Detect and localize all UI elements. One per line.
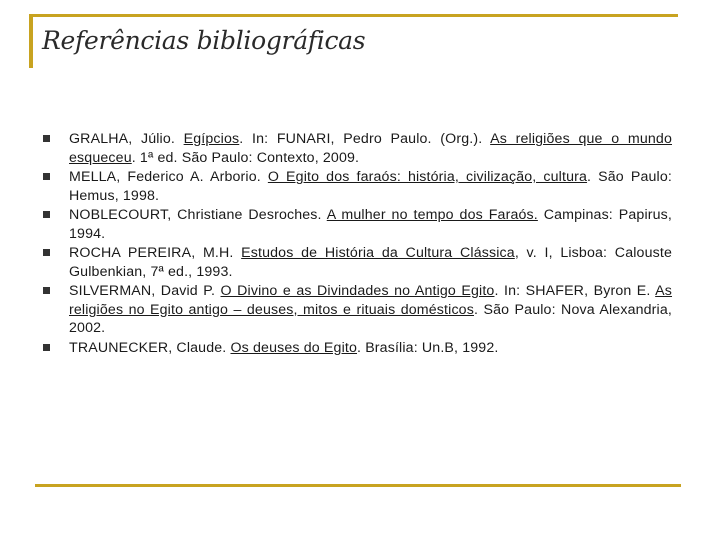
square-bullet-icon — [43, 173, 50, 180]
reference-item — [40, 130, 672, 167]
reference-title-text: As religiões que o mundo esqueceu — [69, 131, 672, 166]
reference-title-text: Os deuses do Egito — [230, 339, 358, 356]
reference-text: , v. I, Lisboa: Calouste Gulbenkian, 7ª ed., 1993. — [69, 245, 672, 280]
reference-list — [40, 130, 672, 358]
reference-title-text: A mulher no tempo dos Faraós. — [326, 207, 538, 223]
reference-text: GRALHA, Júlio. — [69, 131, 184, 147]
square-bullet-icon — [43, 287, 50, 294]
reference-text: NOBLECOURT, Christiane Desroches. — [69, 207, 327, 223]
reference-item — [40, 339, 672, 358]
left-accent-line — [29, 14, 33, 68]
bottom-divider-line — [35, 484, 681, 487]
reference-text: . São Paulo: Nova Alexandria, 2002. — [69, 301, 672, 336]
reference-text: . 1ª ed. São Paulo: Contexto, 2009. — [131, 149, 360, 166]
square-bullet-icon — [43, 135, 50, 142]
square-bullet-icon — [43, 249, 50, 256]
reference-text: MELLA, Federico A. Arborio. — [69, 169, 268, 185]
reference-title-text: O Divino e as Divindades no Antigo Egito — [220, 283, 495, 299]
square-bullet-icon — [43, 344, 50, 351]
square-bullet-icon — [43, 211, 50, 218]
reference-item — [40, 206, 672, 243]
reference-item — [40, 282, 672, 338]
reference-text: TRAUNECKER, Claude. — [69, 339, 231, 356]
reference-title-text: Egípcios — [183, 131, 240, 147]
reference-item — [40, 244, 672, 281]
reference-text: Campinas: Papirus, 1994. — [69, 207, 673, 242]
reference-text: . In: FUNARI, Pedro Paulo. (Org.). — [239, 131, 491, 147]
reference-text: . São Paulo: Hemus, 1998. — [69, 169, 672, 204]
reference-title-text: Estudos de História da Cultura Clássica — [241, 245, 515, 261]
top-divider-line — [29, 14, 678, 17]
reference-text: . Brasília: Un.B, 1992. — [357, 339, 499, 356]
reference-title-text: O Egito dos faraós: história, civilização, cultura — [267, 169, 588, 185]
reference-text: . In: SHAFER, Byron E. — [494, 283, 656, 299]
reference-text: ROCHA PEREIRA, M.H. — [69, 245, 242, 261]
reference-title-text: As religiões no Egito antigo – deuses, mitos e rituais domésticos — [69, 283, 673, 318]
reference-text: SILVERMAN, David P. — [69, 283, 221, 299]
reference-item — [40, 168, 672, 205]
slide-title: Referências bibliográficas — [42, 26, 366, 55]
